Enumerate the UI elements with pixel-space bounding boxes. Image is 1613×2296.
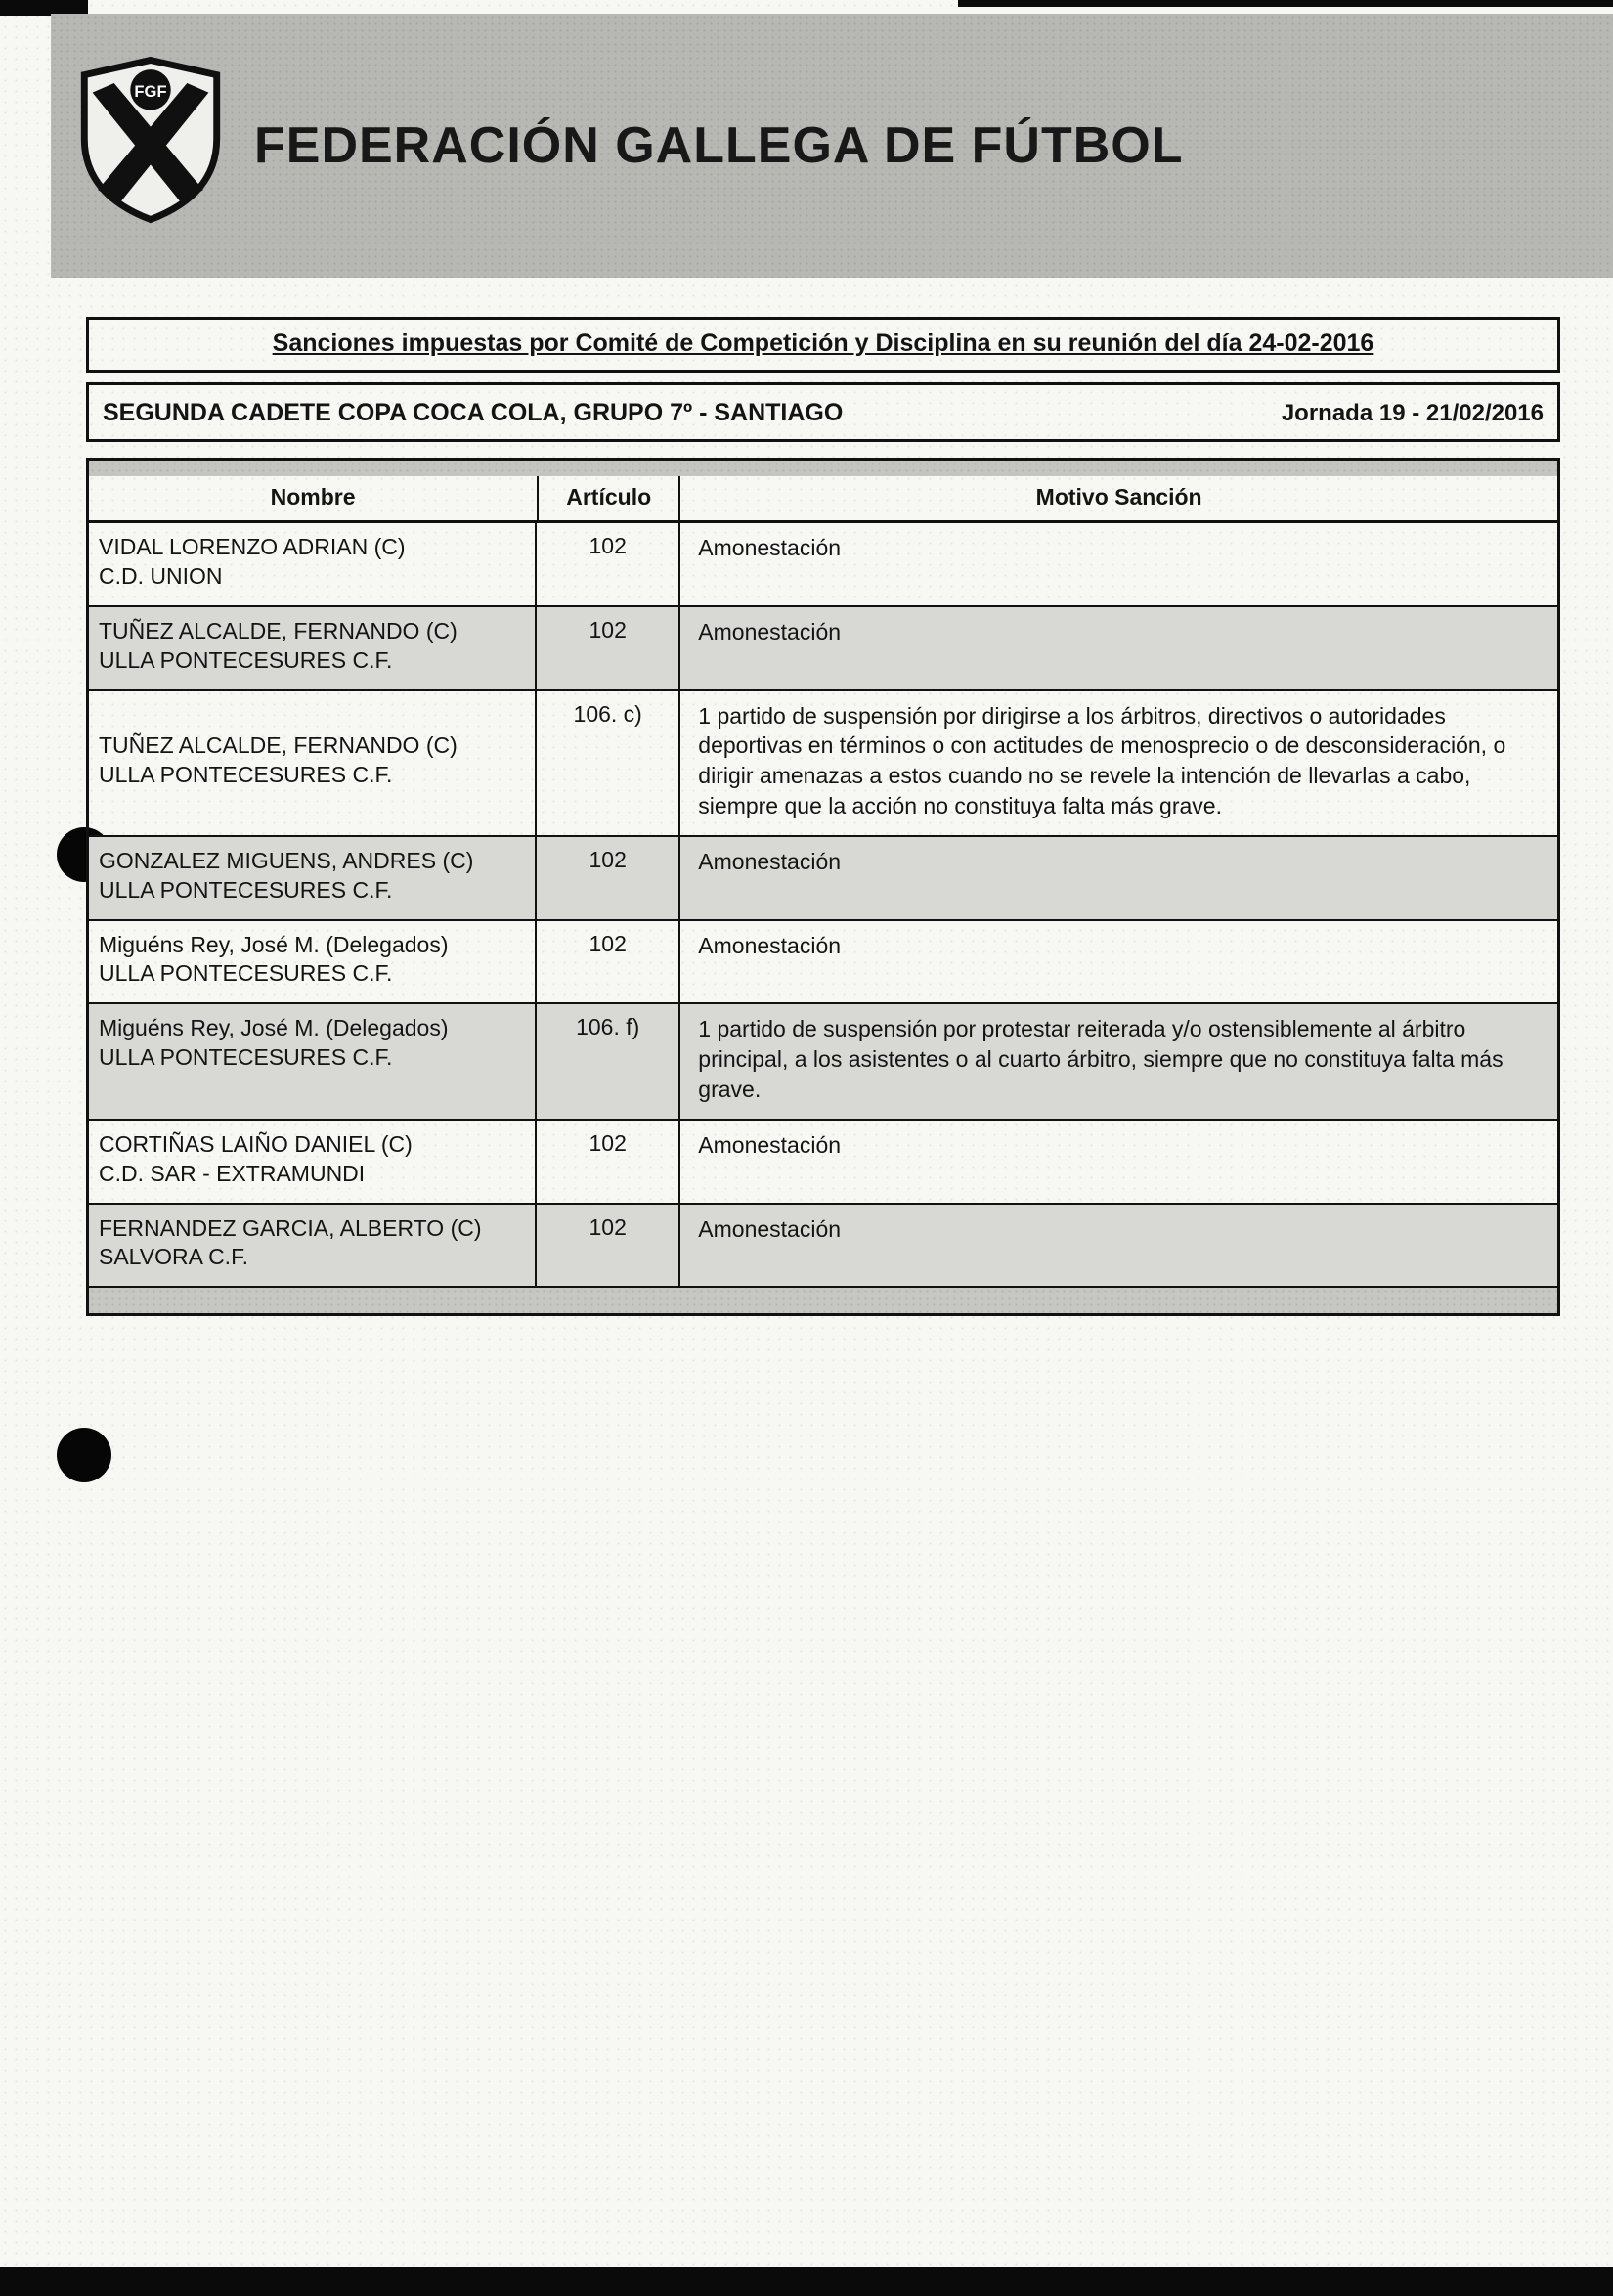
sanction-motive: 1 partido de suspensión por protestar reiterada y/o ostensiblemente al árbitro principal, a los asistentes o al cuarto árbitro, siempre que no constituya falta más grave. [698,1016,1504,1102]
document-body [86,317,1560,1316]
club-name: C.D. SAR - EXTRAMUNDI [99,1160,366,1186]
club-name: ULLA PONTECESURES C.F. [99,960,393,987]
article-code: 102 [537,607,680,689]
club-name: C.D. UNION [99,562,223,589]
sanction-motive: Amonestación [698,848,842,874]
sanction-motive: Amonestación [698,932,842,958]
scan-artifact-top-right [958,0,1613,7]
table-row [89,607,1557,691]
header-nombre: Nombre [270,484,356,509]
name-cell [89,607,537,689]
article-code: 106. f) [537,1004,680,1118]
club-name: ULLA PONTECESURES C.F. [99,762,393,788]
sanctions-title: Sanciones impuestas por Comité de Competición y Disciplina en su reunión del día 24-02-2016 [272,330,1374,357]
table-header-row [89,476,1557,523]
club-name: ULLA PONTECESURES C.F. [99,876,393,903]
sanction-motive: Amonestación [698,1215,842,1242]
name-cell [89,921,537,1003]
hole-punch-mark-2 [57,1428,111,1482]
player-name: Miguéns Rey, José M. (Delegados) [99,1015,449,1041]
club-name: SALVORA C.F. [99,1244,248,1270]
letterhead-band [51,14,1613,278]
player-name: TUÑEZ ALCALDE, FERNANDO (C) [99,732,458,759]
sanction-motive: Amonestación [698,1131,842,1158]
player-name: GONZALEZ MIGUENS, ANDRES (C) [99,847,474,873]
matchday-label: Jornada 19 - 21/02/2016 [1281,400,1544,426]
organization-title: FEDERACIÓN GALLEGA DE FÚTBOL [254,117,1184,174]
article-code: 102 [537,1121,680,1203]
name-cell [89,1004,537,1118]
table-row [89,1121,1557,1205]
competition-bar [86,382,1560,442]
table-row [89,1205,1557,1289]
table-row [89,691,1557,837]
player-name: CORTIÑAS LAIÑO DANIEL (C) [99,1130,413,1157]
player-name: VIDAL LORENZO ADRIAN (C) [99,534,406,559]
sanction-motive: 1 partido de suspensión por dirigirse a los árbitros, directivos o autoridades deportivas en términos o con actitudes de menosprecio o de desconsideración, o dirigir amenazas a estos cuando no se revele la intención de llevarlas a cabo, siempre que la acción no constituya falta más grave. [698,702,1506,818]
header-articulo: Artículo [537,476,680,520]
table-row [89,837,1557,921]
name-cell [89,691,537,835]
player-name: Miguéns Rey, José M. (Delegados) [99,931,449,957]
player-name: FERNANDEZ GARCIA, ALBERTO (C) [99,1214,482,1241]
article-code: 102 [537,921,680,1003]
header-motivo: Motivo Sanción [1035,484,1202,509]
table-row [89,523,1557,607]
sanctions-table [86,458,1560,1316]
name-cell [89,523,537,605]
player-name: TUÑEZ ALCALDE, FERNANDO (C) [99,617,458,643]
sanction-motive: Amonestación [698,618,842,644]
logo-text: FGF [134,81,167,101]
article-code: 102 [537,837,680,919]
sanction-motive: Amonestación [698,535,842,560]
article-code: 102 [537,1205,680,1287]
club-name: ULLA PONTECESURES C.F. [99,1044,393,1071]
shield-icon [76,44,225,236]
name-cell [89,837,537,919]
table-bottom-strip [89,1288,1557,1313]
federation-shield-logo [76,44,225,247]
table-row [89,921,1557,1005]
article-code: 106. c) [537,691,680,835]
name-cell [89,1205,537,1287]
table-top-strip [89,461,1557,476]
name-cell [89,1121,537,1203]
table-row [89,1004,1557,1120]
scan-artifact-bottom-bar [0,2267,1613,2296]
club-name: ULLA PONTECESURES C.F. [99,646,393,673]
competition-name: SEGUNDA CADETE COPA COCA COLA, GRUPO 7º - SANTIAGO [103,399,844,426]
sanctions-title-box [86,317,1560,373]
article-code: 102 [537,523,680,605]
